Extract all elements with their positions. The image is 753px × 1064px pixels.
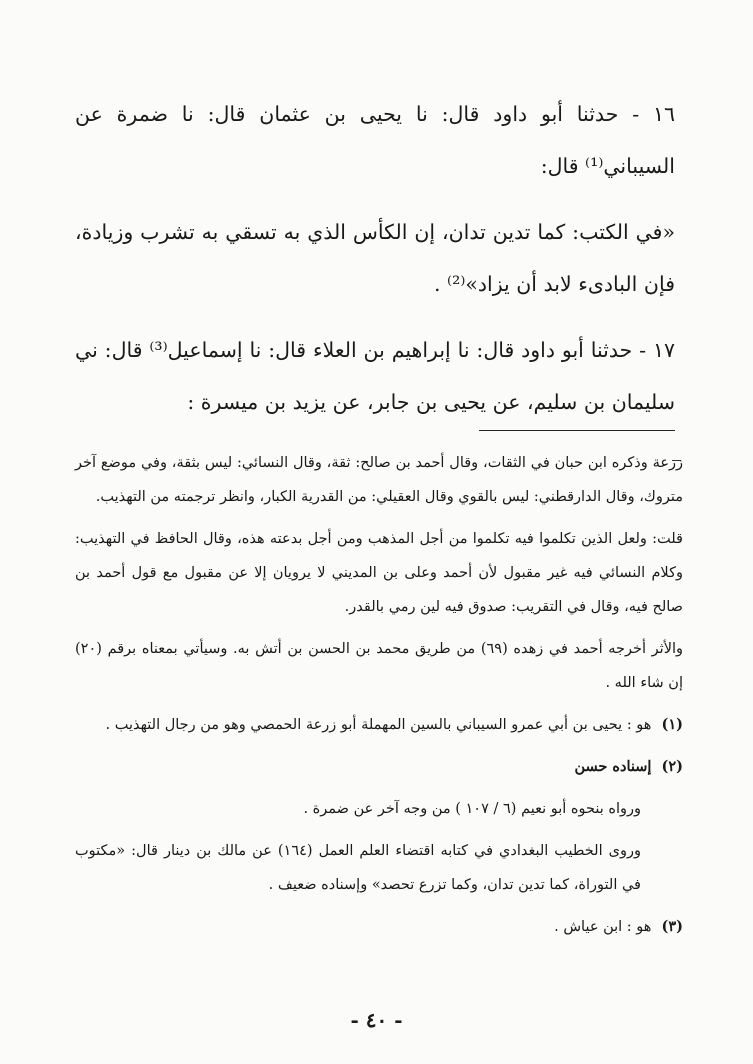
footnote-continuation-1: زرعة وذكره ابن حبان في الثقات، وقال أحمد بن صالح: ثقة، وقال النسائي: ليس بثقة، وفي موضع آخر متروك، وقال الدارقطني: ليس بالقوي وقال العقيلي: من القدرية الكبار، وانظر ترجمته من التهذيب.	[75, 455, 683, 505]
footnote-separator	[479, 430, 675, 431]
footnote-continuation-2: قلت: ولعل الذين تكلموا فيه تكلموا من أجل المذهب ومن أجل بدعته هذه، وقال الحافظ في التهذيب: وكلام النسائي فيه غير مقبول لأن أحمد وعلى بن المديني لا يرويان إلا عن مقبول مع قول أحمد بن صالح فيه، وقال في التقريب: صدوق فيه لين رمي بالقدر.	[75, 531, 683, 615]
footnote-3-text: هو : ابن عياش .	[554, 919, 652, 935]
footnote-3	[75, 910, 683, 944]
footnote-1	[75, 708, 683, 742]
footnote-2-text-b: وروى الخطيب البغدادي في كتابه اقتضاء العلم العمل (١٦٤) عن مالك بن دينار قال: «مكتوب في التوراة، كما تدين تدان، وكما تزرع تحصد» وإسناده ضعيف .	[75, 843, 641, 893]
hadith-16-text: «في الكتب: كما تدين تدان، إن الكأس الذي به تسقي به تشرب وزيادة، فإن البادىء لابد أن يزاد»⁽²⁾ .	[75, 220, 675, 296]
footnote-2-number: (٢)	[661, 758, 683, 775]
hadith-16-chain: ١٦ - حدثنا أبو داود قال: نا يحيى بن عثمان قال: نا ضمرة عن السيباني⁽¹⁾ قال:	[75, 102, 675, 178]
footnote-1-number: (١)	[661, 716, 683, 733]
page-number: - ٤٠ -	[350, 1008, 403, 1032]
footnote-2	[75, 750, 683, 784]
main-text	[75, 88, 675, 428]
footnote-2-heading: إسناده حسن	[574, 758, 652, 775]
footnote-2-text-a: ورواه بنحوه أبو نعيم (٦ / ١٠٧ ) من وجه آخر عن ضمرة .	[303, 801, 641, 817]
footnote-1-text: هو : يحيى بن أبي عمرو السيباني بالسين المهملة أبو زرعة الحمصي وهو من رجال التهذيب .	[105, 717, 652, 733]
footnote-3-number: (٣)	[661, 918, 683, 935]
footnotes	[75, 446, 683, 944]
hadith-17-chain: ١٧ - حدثنا أبو داود قال: نا إبراهيم بن العلاء قال: نا إسماعيل⁽³⁾ قال: ني سليمان بن سليم، عن يحيى بن جابر، عن يزيد بن ميسرة :	[75, 338, 675, 414]
footnote-continuation-3: والأثر أخرجه أحمد في زهده (٦٩) من طريق محمد بن الحسن بن أتش به. وسيأتي بمعناه برقم (٢٠) إن شاء الله .	[75, 641, 683, 691]
